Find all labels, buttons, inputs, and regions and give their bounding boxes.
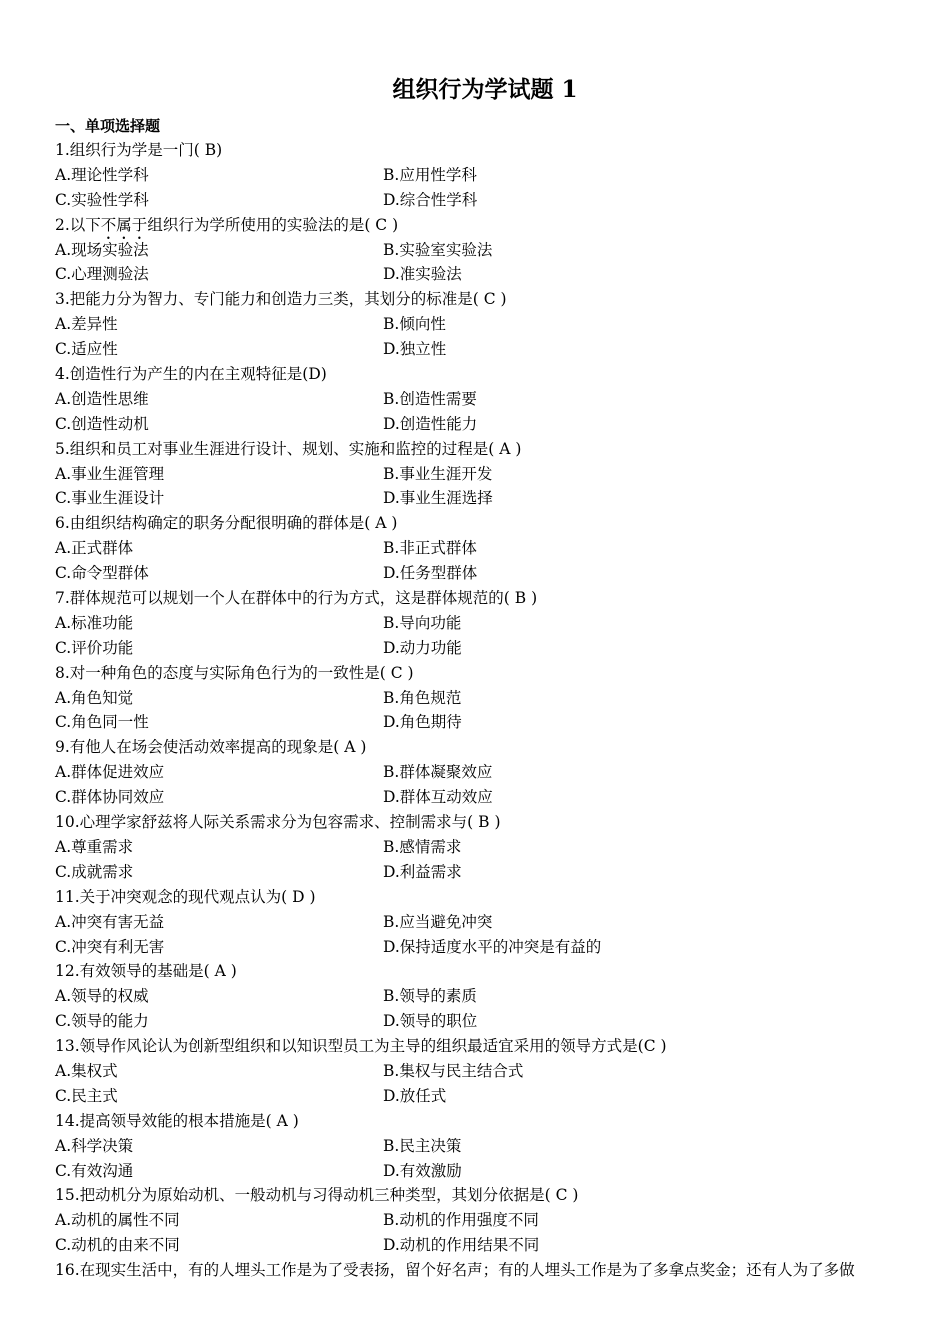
- question-2: [55, 213, 915, 238]
- emphasized-text: 不属于: [100, 215, 148, 234]
- options-row: [55, 412, 915, 437]
- option-b: B.感情需求: [383, 837, 462, 856]
- option-b: B.应当避免冲突: [383, 912, 493, 931]
- option-d: D.放任式: [383, 1086, 447, 1105]
- options-row: [55, 561, 915, 586]
- option-b: B.角色规范: [383, 688, 462, 707]
- question-9: 9.有他人在场会使活动效率提高的现象是( A ): [55, 738, 367, 757]
- option-d: D.动力功能: [383, 638, 462, 657]
- question-1: 1.组织行为学是一门( B): [55, 141, 223, 159]
- question-text-part: 2.以下: [55, 215, 101, 234]
- option-c: C.角色同一性: [55, 713, 149, 732]
- options-row: [55, 1134, 915, 1159]
- option-a: A.科学决策: [55, 1136, 134, 1155]
- options-row: [55, 1009, 915, 1034]
- section-title: 一、单项选择题: [55, 117, 161, 135]
- options-row: [55, 1084, 915, 1109]
- question-14: 14.提高领导效能的根本措施是( A ): [55, 1111, 299, 1130]
- options-row: [55, 910, 915, 935]
- question-10: 10.心理学家舒兹将人际关系需求分为包容需求、控制需求与( B ): [55, 813, 501, 832]
- option-b: B.应用性学科: [383, 165, 477, 184]
- options-row: [55, 710, 915, 735]
- options-row: [55, 686, 915, 711]
- option-b: B.民主决策: [383, 1136, 462, 1155]
- options-row: [55, 1059, 915, 1084]
- option-a: A.正式群体: [55, 539, 134, 558]
- options-row: [55, 611, 915, 636]
- option-b: B.导向功能: [383, 613, 462, 632]
- question-8: 8.对一种角色的态度与实际角色行为的一致性是( C ): [55, 663, 414, 682]
- options-row: [55, 188, 915, 213]
- option-b: B.非正式群体: [383, 539, 477, 558]
- options-row: [55, 860, 915, 885]
- option-d: D.角色期待: [383, 713, 462, 732]
- options-row: [55, 935, 915, 960]
- option-c: C.成就需求: [55, 862, 134, 881]
- option-c: C.实验性学科: [55, 190, 149, 209]
- option-a: A.冲突有害无益: [55, 912, 165, 931]
- option-d: D.有效激励: [383, 1161, 462, 1180]
- option-a: A.现场实验法: [55, 240, 149, 259]
- option-b: B.领导的素质: [383, 987, 477, 1006]
- options-row: [55, 238, 915, 263]
- option-c: C.民主式: [55, 1086, 118, 1105]
- options-row: [55, 486, 915, 511]
- option-a: A.标准功能: [55, 613, 134, 632]
- question-list: [55, 138, 915, 1258]
- option-d: D.领导的职位: [383, 1012, 478, 1031]
- option-c: C.冲突有利无害: [55, 937, 165, 956]
- option-a: A.差异性: [55, 315, 118, 334]
- option-d: D.准实验法: [383, 265, 462, 284]
- option-b: B.创造性需要: [383, 389, 477, 408]
- option-a: A.理论性学科: [55, 165, 149, 184]
- option-d: D.独立性: [383, 340, 447, 359]
- options-row: [55, 1233, 915, 1258]
- option-d: D.动机的作用结果不同: [383, 1236, 540, 1255]
- question-3: 3.把能力分为智力、专门能力和创造力三类，其划分的标准是( C ): [55, 290, 507, 309]
- options-row: [55, 262, 915, 287]
- question-7: 7.群体规范可以规划一个人在群体中的行为方式，这是群体规范的( B ): [55, 589, 538, 608]
- option-c: C.评价功能: [55, 638, 134, 657]
- option-a: A.领导的权威: [55, 987, 149, 1006]
- question-6: 6.由组织结构确定的职务分配很明确的群体是( A ): [55, 514, 398, 533]
- options-row: [55, 785, 915, 810]
- question-4: 4.创造性行为产生的内在主观特征是(D): [55, 365, 327, 384]
- option-b: B.实验室实验法: [383, 240, 493, 259]
- options-row: [55, 835, 915, 860]
- option-c: C.命令型群体: [55, 564, 149, 583]
- option-d: D.任务型群体: [383, 564, 478, 583]
- option-c: C.适应性: [55, 340, 118, 359]
- options-row: [55, 636, 915, 661]
- option-c: C.领导的能力: [55, 1012, 149, 1031]
- option-a: A.集权式: [55, 1061, 118, 1080]
- option-b: B.事业生涯开发: [383, 464, 493, 483]
- option-c: C.动机的由来不同: [55, 1236, 180, 1255]
- option-a: A.事业生涯管理: [55, 464, 165, 483]
- option-c: C.有效沟通: [55, 1161, 134, 1180]
- option-b: B.集权与民主结合式: [383, 1061, 524, 1080]
- options-row: [55, 387, 915, 412]
- question-16: 16.在现实生活中，有的人埋头工作是为了受表扬，留个好名声；有的人埋头工作是为了多拿点奖金；还有人为了多做: [55, 1261, 855, 1280]
- document-page: [55, 70, 915, 1283]
- options-row: [55, 984, 915, 1009]
- option-b: B.倾向性: [383, 315, 446, 334]
- option-d: D.利益需求: [383, 862, 462, 881]
- option-a: A.角色知觉: [55, 688, 134, 707]
- option-c: C.创造性动机: [55, 414, 149, 433]
- option-a: A.创造性思维: [55, 389, 149, 408]
- options-row: [55, 1208, 915, 1233]
- option-d: D.事业生涯选择: [383, 489, 493, 508]
- option-d: D.综合性学科: [383, 190, 478, 209]
- option-d: D.保持适度水平的冲突是有益的: [383, 937, 602, 956]
- question-12: 12.有效领导的基础是( A ): [55, 962, 237, 981]
- option-c: C.群体协同效应: [55, 788, 165, 807]
- options-row: [55, 312, 915, 337]
- question-text-part: 组织行为学所使用的实验法的是( C ): [147, 215, 399, 234]
- options-row: [55, 462, 915, 487]
- option-d: D.群体互动效应: [383, 788, 493, 807]
- option-b: B.群体凝聚效应: [383, 763, 493, 782]
- question-11: 11.关于冲突观念的现代观点认为( D ): [55, 887, 316, 906]
- option-c: C.心理测验法: [55, 265, 149, 284]
- options-row: [55, 760, 915, 785]
- document-title: 组织行为学试题 1: [392, 76, 578, 103]
- options-row: [55, 337, 915, 362]
- option-d: D.创造性能力: [383, 414, 478, 433]
- question-5: 5.组织和员工对事业生涯进行设计、规划、实施和监控的过程是( A ): [55, 439, 522, 458]
- option-a: A.群体促进效应: [55, 763, 165, 782]
- option-a: A.尊重需求: [55, 837, 134, 856]
- question-13: 13.领导作风论认为创新型组织和以知识型员工为主导的组织最适宜采用的领导方式是(C ): [55, 1037, 667, 1056]
- option-c: C.事业生涯设计: [55, 489, 165, 508]
- options-row: [55, 163, 915, 188]
- options-row: [55, 536, 915, 561]
- question-15: 15.把动机分为原始动机、一般动机与习得动机三种类型，其划分依据是( C ): [55, 1186, 579, 1205]
- option-a: A.动机的属性不同: [55, 1211, 180, 1230]
- options-row: [55, 1159, 915, 1184]
- option-b: B.动机的作用强度不同: [383, 1211, 539, 1230]
